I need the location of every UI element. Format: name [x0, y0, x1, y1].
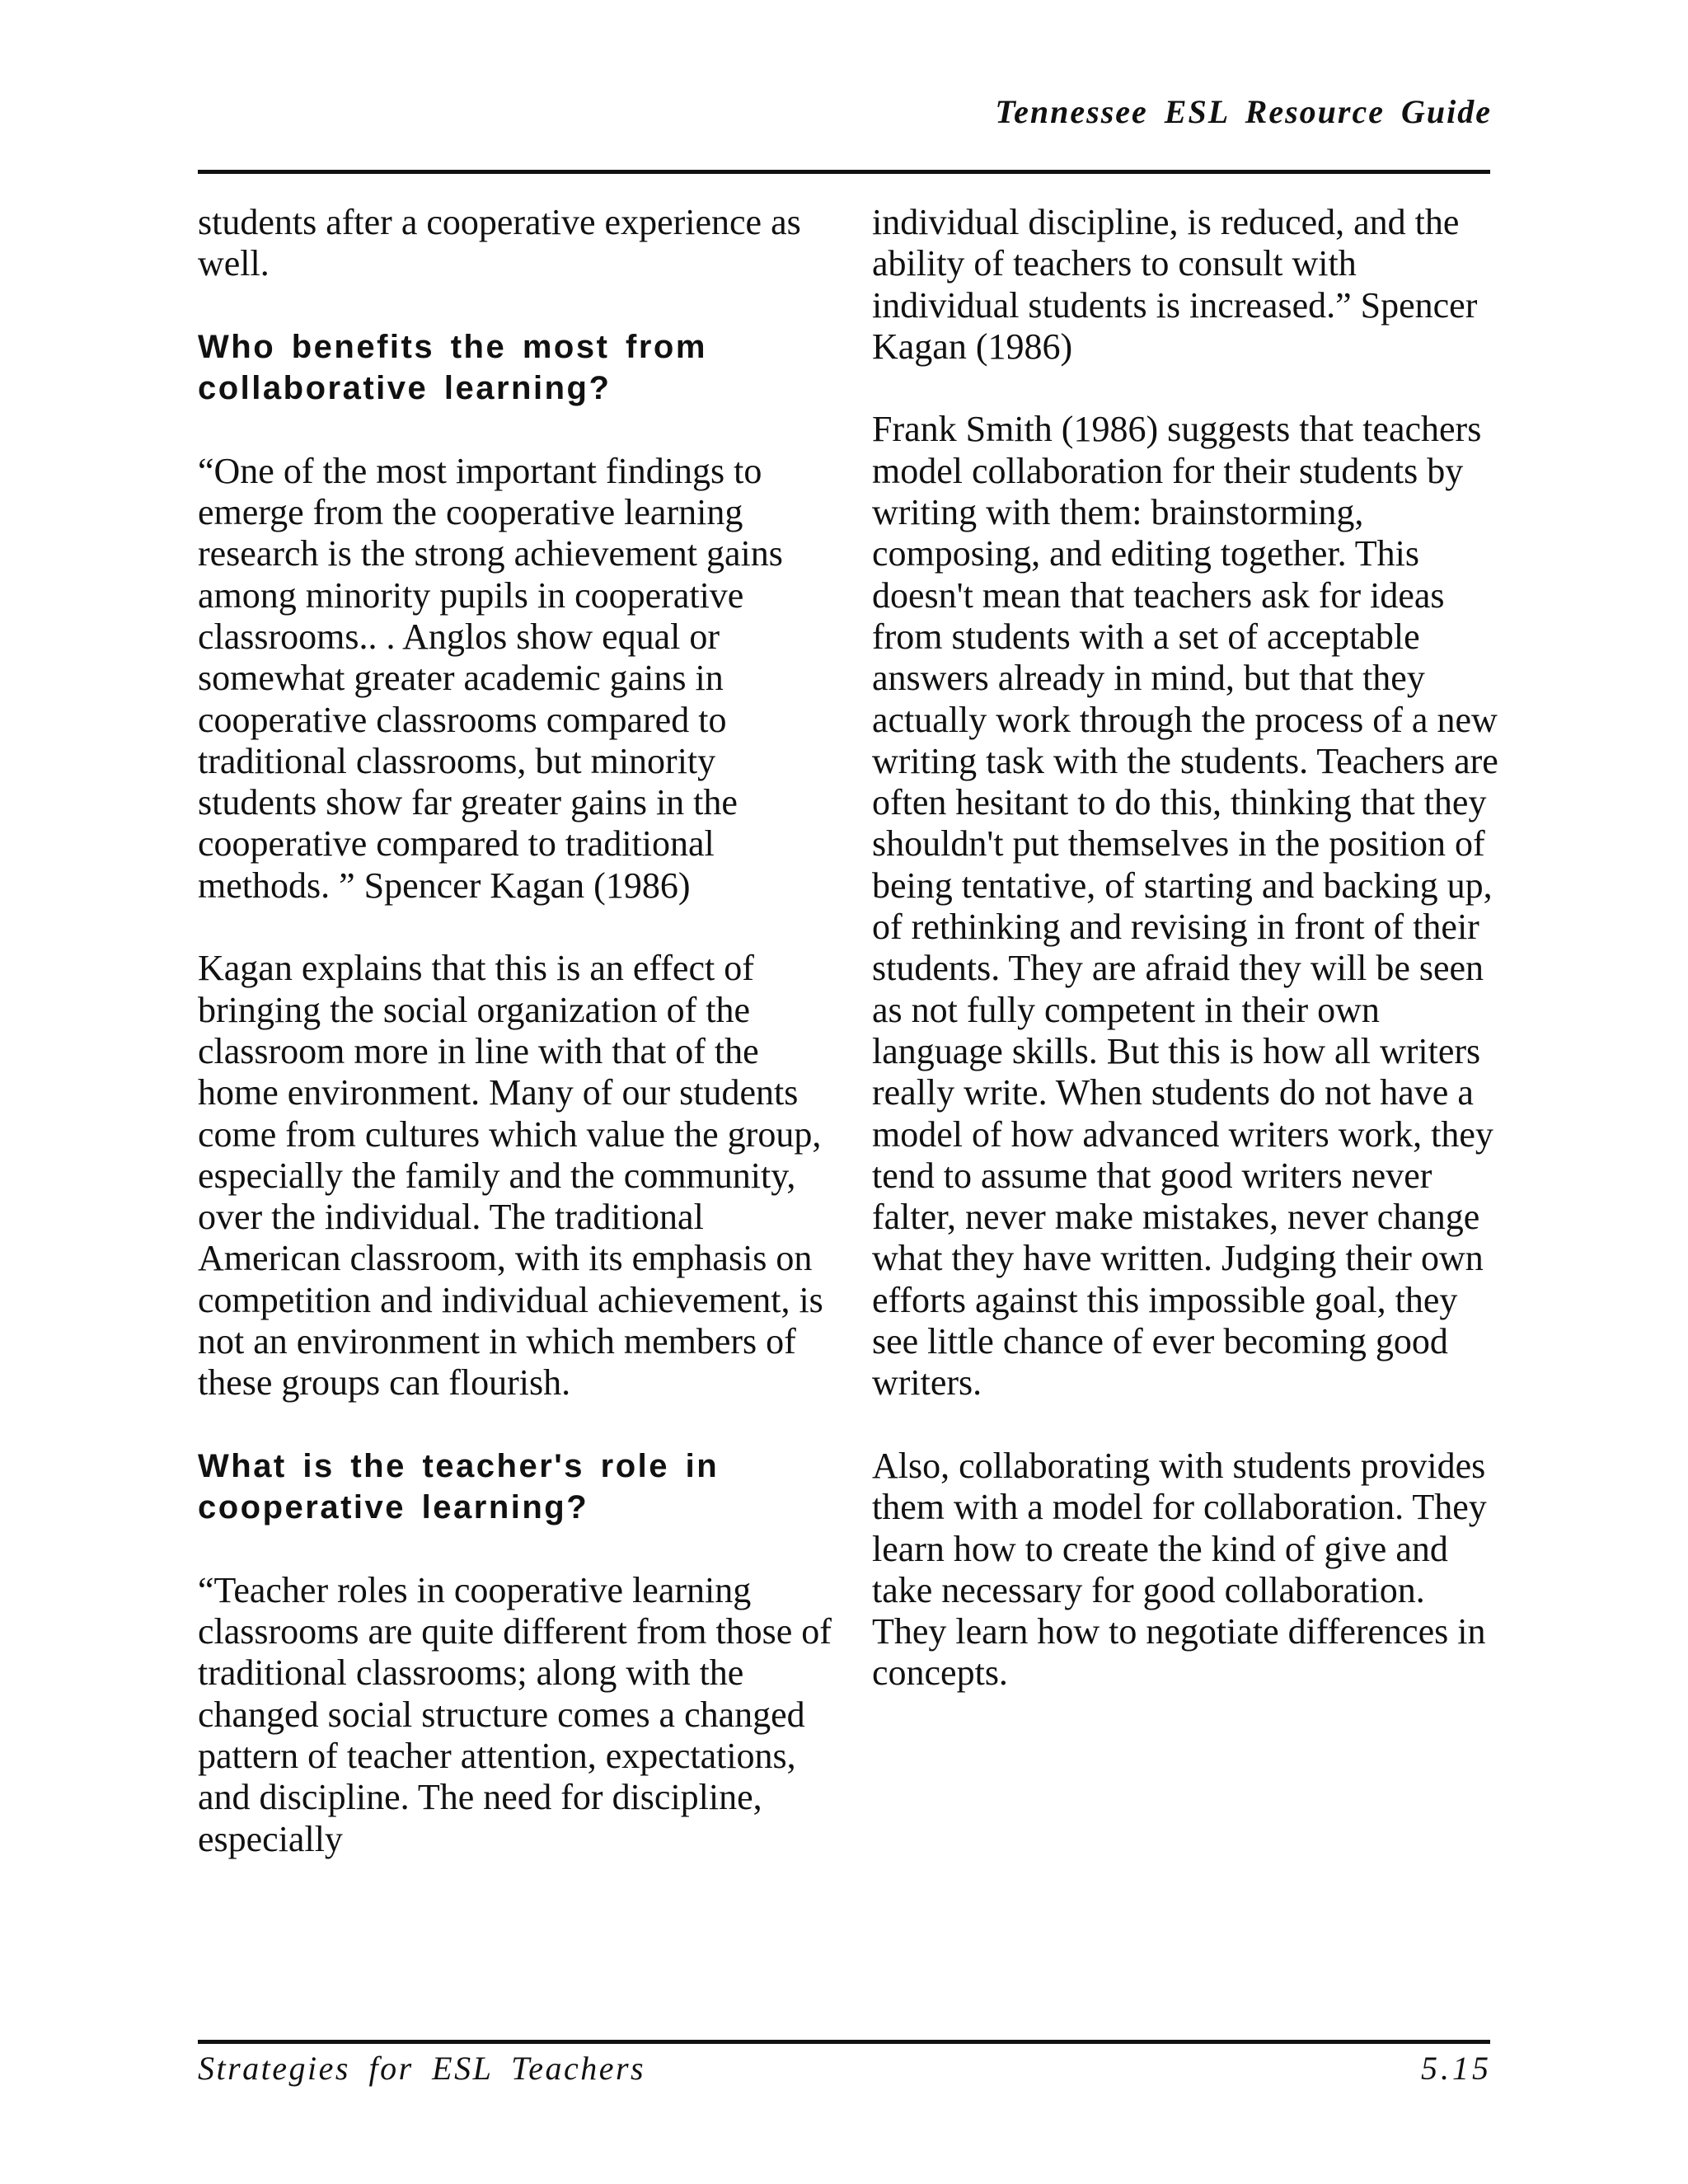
body-paragraph: Also, collaborating with students provides them with a model for collaboration. They learn how to create the kind of give and take necessary for good collaboration. They learn how to negotiate differences in concepts. [872, 1445, 1487, 1694]
body-paragraph: Frank Smith (1986) suggests that teachers model collaboration for their students by writing with them: brainstorming, composing, and editing together. This doesn't mean that teachers ask for ideas from students with a set of acceptable answers already in mind, but that they actually work through the process of a new writing task with the students. Teachers are often hesitant to do this, thinking that they shouldn't put themselves in the position of being tentative, of starting and backing up, of rethinking and revising in front of their students. They are afraid they will be seen as not fully competent in their own language skills. But this is how all writers really write. When students do not have a model of how advanced writers work, they tend to assume that good writers never falter, never make mistakes, never change what they have written. Judging their own efforts against this impossible goal, they see little chance of ever becoming good writers. [872, 409, 1498, 1404]
body-paragraph: students after a cooperative experience as well. [198, 202, 801, 284]
quote-paragraph: “Teacher roles in cooperative learning classrooms are quite different from those of traditional classrooms; along with the changed social structure comes a changed pattern of teacher attention, expectations, and discipline. The need for discipline, especially [198, 1569, 832, 1859]
quote-paragraph: individual discipline, is reduced, and the ability of teachers to consult with individual students is increased.” Spencer Kagan (1986) [872, 202, 1478, 367]
footer-section-title: Strategies for ESL Teachers [198, 2050, 646, 2087]
section-heading-who-benefits: Who benefits the most from collaborative learning? [198, 328, 707, 407]
left-column [198, 202, 832, 1860]
running-header-title: Tennessee ESL Resource Guide [995, 93, 1492, 130]
section-heading-teacher-role: What is the teacher's role in cooperative learning? [198, 1447, 720, 1526]
header-rule [198, 170, 1490, 174]
body-paragraph: Kagan explains that this is an effect of bringing the social organization of the classroom more in line with that of the home environment. Many of our students come from cultures which value the group, especially the family and the community, over the individual. The traditional American classroom, with its emphasis on competition and individual achievement, is not an environment in which members of these groups can flourish. [198, 948, 823, 1404]
right-column [872, 202, 1507, 1694]
page-number: 5.15 [1421, 2050, 1492, 2087]
footer-rule [198, 2040, 1490, 2044]
quote-paragraph: “One of the most important findings to emerge from the cooperative learning research is the strong achievement gains among minority pupils in cooperative classrooms.. . Anglos show equal or somewhat greater academic gains in cooperative classrooms compared to traditional classrooms, but minority students show far greater gains in the cooperative compared to traditional methods. ” Spencer Kagan (1986) [198, 450, 783, 906]
